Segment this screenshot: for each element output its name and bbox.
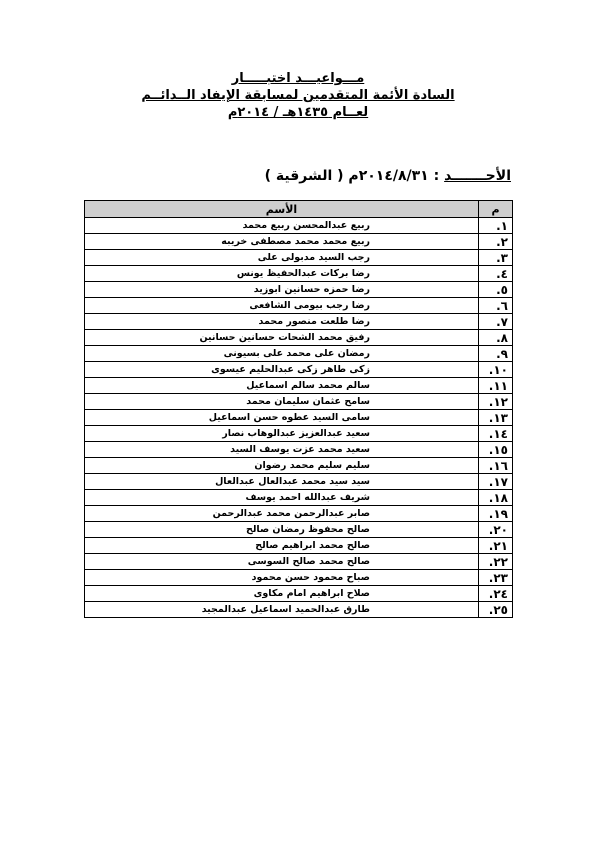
- exam-date-line: [265, 168, 511, 184]
- candidate-name: ربيع محمد محمد مصطفى خريبه: [85, 234, 479, 250]
- table-row: [85, 218, 513, 234]
- candidate-name: رمضان على محمد على بسيونى: [85, 346, 479, 362]
- row-number: ٩.: [479, 346, 513, 362]
- candidate-name: رجب السيد مدبولى على: [85, 250, 479, 266]
- table-row: [85, 442, 513, 458]
- table-row: [85, 378, 513, 394]
- table-row: [85, 266, 513, 282]
- table-row: [85, 410, 513, 426]
- table-row: [85, 330, 513, 346]
- table-row: [85, 234, 513, 250]
- table-row: [85, 522, 513, 538]
- row-number: ٢٣.: [479, 570, 513, 586]
- candidate-name: زكى طاهر زكى عبدالحليم عيسوى: [85, 362, 479, 378]
- table-row: [85, 314, 513, 330]
- header-subtitle: السادة الأئمة المتقدمين لمسابقة الإيفاد الــدائــم: [141, 88, 455, 103]
- candidates-table: [84, 200, 513, 618]
- table-row: [85, 458, 513, 474]
- table-row: [85, 346, 513, 362]
- row-number: ٦.: [479, 298, 513, 314]
- row-number: ١.: [479, 218, 513, 234]
- table-row: [85, 362, 513, 378]
- row-number: ١٧.: [479, 474, 513, 490]
- exam-day: الأحـــــــد: [444, 168, 511, 184]
- table-row: [85, 602, 513, 618]
- candidate-name: صلاح ابراهيم امام مكاوى: [85, 586, 479, 602]
- column-header-number: م: [479, 201, 513, 218]
- candidate-name: صابر عبدالرحمن محمد عبدالرحمن: [85, 506, 479, 522]
- candidate-name: سليم سليم محمد رضوان: [85, 458, 479, 474]
- table-row: [85, 474, 513, 490]
- row-number: ١٤.: [479, 426, 513, 442]
- row-number: ١٣.: [479, 410, 513, 426]
- candidate-name: سعيد عبدالعزيز عبدالوهاب نصار: [85, 426, 479, 442]
- row-number: ٤.: [479, 266, 513, 282]
- candidate-name: صالح محمد ابراهيم صالح: [85, 538, 479, 554]
- exam-date-location: : ٢٠١٤/٨/٣١م ( الشرقية ): [264, 168, 445, 184]
- candidate-name: رضا رجب بيومى الشافعى: [85, 298, 479, 314]
- table-row: [85, 554, 513, 570]
- candidate-name: رضا طلعت منصور محمد: [85, 314, 479, 330]
- row-number: ١٢.: [479, 394, 513, 410]
- candidate-name: ربيع عبدالمحسن ربيع محمد: [85, 218, 479, 234]
- table-row: [85, 298, 513, 314]
- candidate-name: رضا بركات عبدالحفيظ يونس: [85, 266, 479, 282]
- row-number: ٢٢.: [479, 554, 513, 570]
- header-year: لعــام ١٤٣٥هـ / ٢٠١٤م: [227, 105, 369, 120]
- candidate-name: سالم محمد سالم اسماعيل: [85, 378, 479, 394]
- table-row: [85, 506, 513, 522]
- row-number: ٢.: [479, 234, 513, 250]
- header-title: مـــواعيـــد اختبـــــار: [231, 71, 365, 86]
- row-number: ١٥.: [479, 442, 513, 458]
- candidate-name: سامى السيد عطوه حسن اسماعيل: [85, 410, 479, 426]
- row-number: ١١.: [479, 378, 513, 394]
- candidate-name: رضا حمزه حسانين ابوزيد: [85, 282, 479, 298]
- candidate-name: صالح محفوظ رمضان صالح: [85, 522, 479, 538]
- table-row: [85, 586, 513, 602]
- row-number: ٢٠.: [479, 522, 513, 538]
- row-number: ٣.: [479, 250, 513, 266]
- table-row: [85, 570, 513, 586]
- table-header-row: [85, 201, 513, 218]
- candidate-name: رفيق محمد الشحات حسانين حسانين: [85, 330, 479, 346]
- row-number: ٧.: [479, 314, 513, 330]
- candidate-name: شريف عبدالله احمد يوسف: [85, 490, 479, 506]
- row-number: ١٩.: [479, 506, 513, 522]
- column-header-name: الأسم: [85, 201, 479, 218]
- candidate-name: صالح محمد صالح السوسى: [85, 554, 479, 570]
- table-row: [85, 490, 513, 506]
- table-row: [85, 426, 513, 442]
- row-number: ٢٥.: [479, 602, 513, 618]
- table-body: [85, 218, 513, 618]
- candidate-name: طارق عبدالحميد اسماعيل عبدالمجيد: [85, 602, 479, 618]
- candidate-name: سامح عثمان سليمان محمد: [85, 394, 479, 410]
- document-header: [0, 70, 596, 121]
- row-number: ٢٤.: [479, 586, 513, 602]
- row-number: ٨.: [479, 330, 513, 346]
- row-number: ١٦.: [479, 458, 513, 474]
- table-row: [85, 282, 513, 298]
- row-number: ١٠.: [479, 362, 513, 378]
- candidate-name: صباح محمود حسن محمود: [85, 570, 479, 586]
- row-number: ٢١.: [479, 538, 513, 554]
- candidate-name: سيد سيد محمد عبدالعال عبدالعال: [85, 474, 479, 490]
- row-number: ١٨.: [479, 490, 513, 506]
- table-row: [85, 394, 513, 410]
- table-row: [85, 250, 513, 266]
- row-number: ٥.: [479, 282, 513, 298]
- table-row: [85, 538, 513, 554]
- candidate-name: سعيد محمد عزت يوسف السيد: [85, 442, 479, 458]
